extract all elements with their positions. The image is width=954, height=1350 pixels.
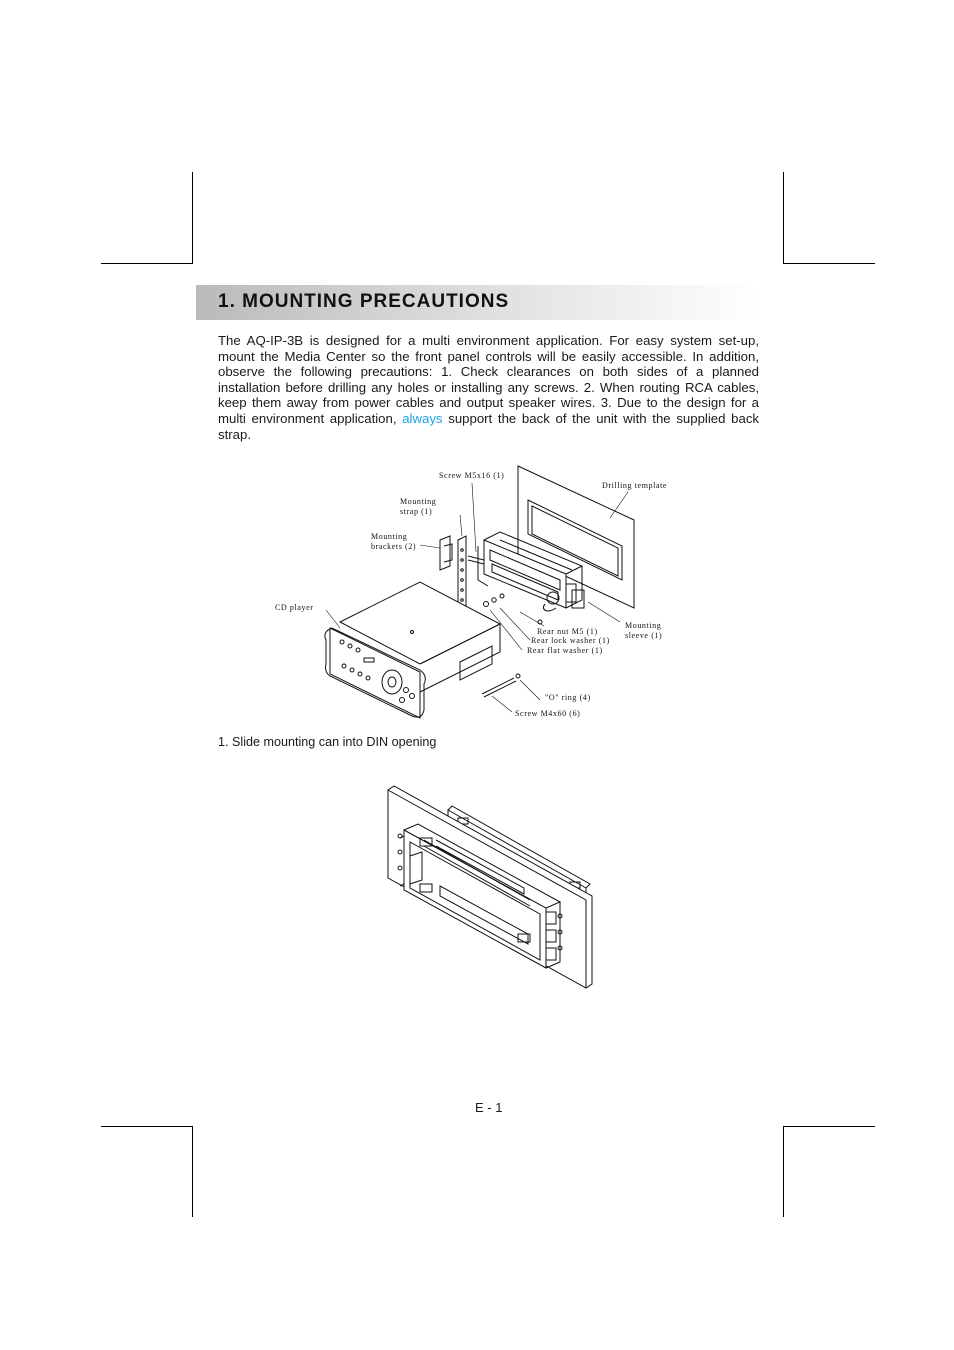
label-mounting-brackets-line2: brackets (2)	[371, 542, 417, 551]
intro-text-part2: support the back of the unit with the supplied back strap.	[218, 410, 760, 442]
crop-mark-top-left-vertical	[192, 172, 193, 263]
page-number: E - 1	[475, 1100, 503, 1115]
section-header	[196, 285, 758, 320]
crop-mark-top-right-vertical	[783, 172, 784, 263]
label-mounting-sleeve-line2: sleeve (1)	[625, 631, 663, 640]
label-drilling-template: Drilling template	[602, 481, 668, 490]
exploded-installation-diagram	[260, 455, 700, 730]
crop-mark-top-right-horizontal	[783, 263, 875, 264]
crop-mark-top-left-horizontal	[101, 263, 193, 264]
label-mounting-brackets-line1: Mounting	[371, 532, 408, 541]
label-rear-lock-washer: Rear lock washer (1)	[531, 636, 610, 645]
section-title: 1. MOUNTING PRECAUTIONS	[218, 291, 510, 312]
intro-text-part1: The AQ-IP-3B is designed for a multi environment application. For easy system set-up, mount the Media Center so the front panel controls will be easily accessible. In addition, observe the following precautions: 1. Check clearances on both sides of a planned installation before drilling any holes or installing any screws. 2. When routing RCA cables, keep them away from power cables and output speaker wires. 3. Due to the design for a multi environment application,	[218, 333, 759, 426]
crop-mark-bottom-right-horizontal	[783, 1126, 875, 1127]
din-opening-diagram	[380, 780, 600, 990]
step-1-caption: 1. Slide mounting can into DIN opening	[218, 735, 437, 749]
label-rear-nut: Rear nut M5 (1)	[537, 627, 598, 636]
intro-highlight-always: always	[402, 410, 443, 426]
label-mounting-sleeve-line1: Mounting	[625, 621, 662, 630]
crop-mark-bottom-left-horizontal	[101, 1126, 193, 1127]
label-screw-m5: Screw M5x16 (1)	[439, 471, 505, 480]
label-o-ring: "O" ring (4)	[545, 693, 591, 702]
intro-paragraph	[218, 333, 759, 442]
crop-mark-bottom-left-vertical	[192, 1126, 193, 1217]
label-cd-player: CD player	[275, 603, 314, 612]
label-rear-flat-washer: Rear flat washer (1)	[527, 646, 603, 655]
crop-mark-bottom-right-vertical	[783, 1126, 784, 1217]
label-mounting-strap-line2: strap (1)	[400, 507, 433, 516]
label-mounting-strap-line1: Mounting	[400, 497, 437, 506]
label-screw-m4: Screw M4x60 (6)	[515, 709, 581, 718]
